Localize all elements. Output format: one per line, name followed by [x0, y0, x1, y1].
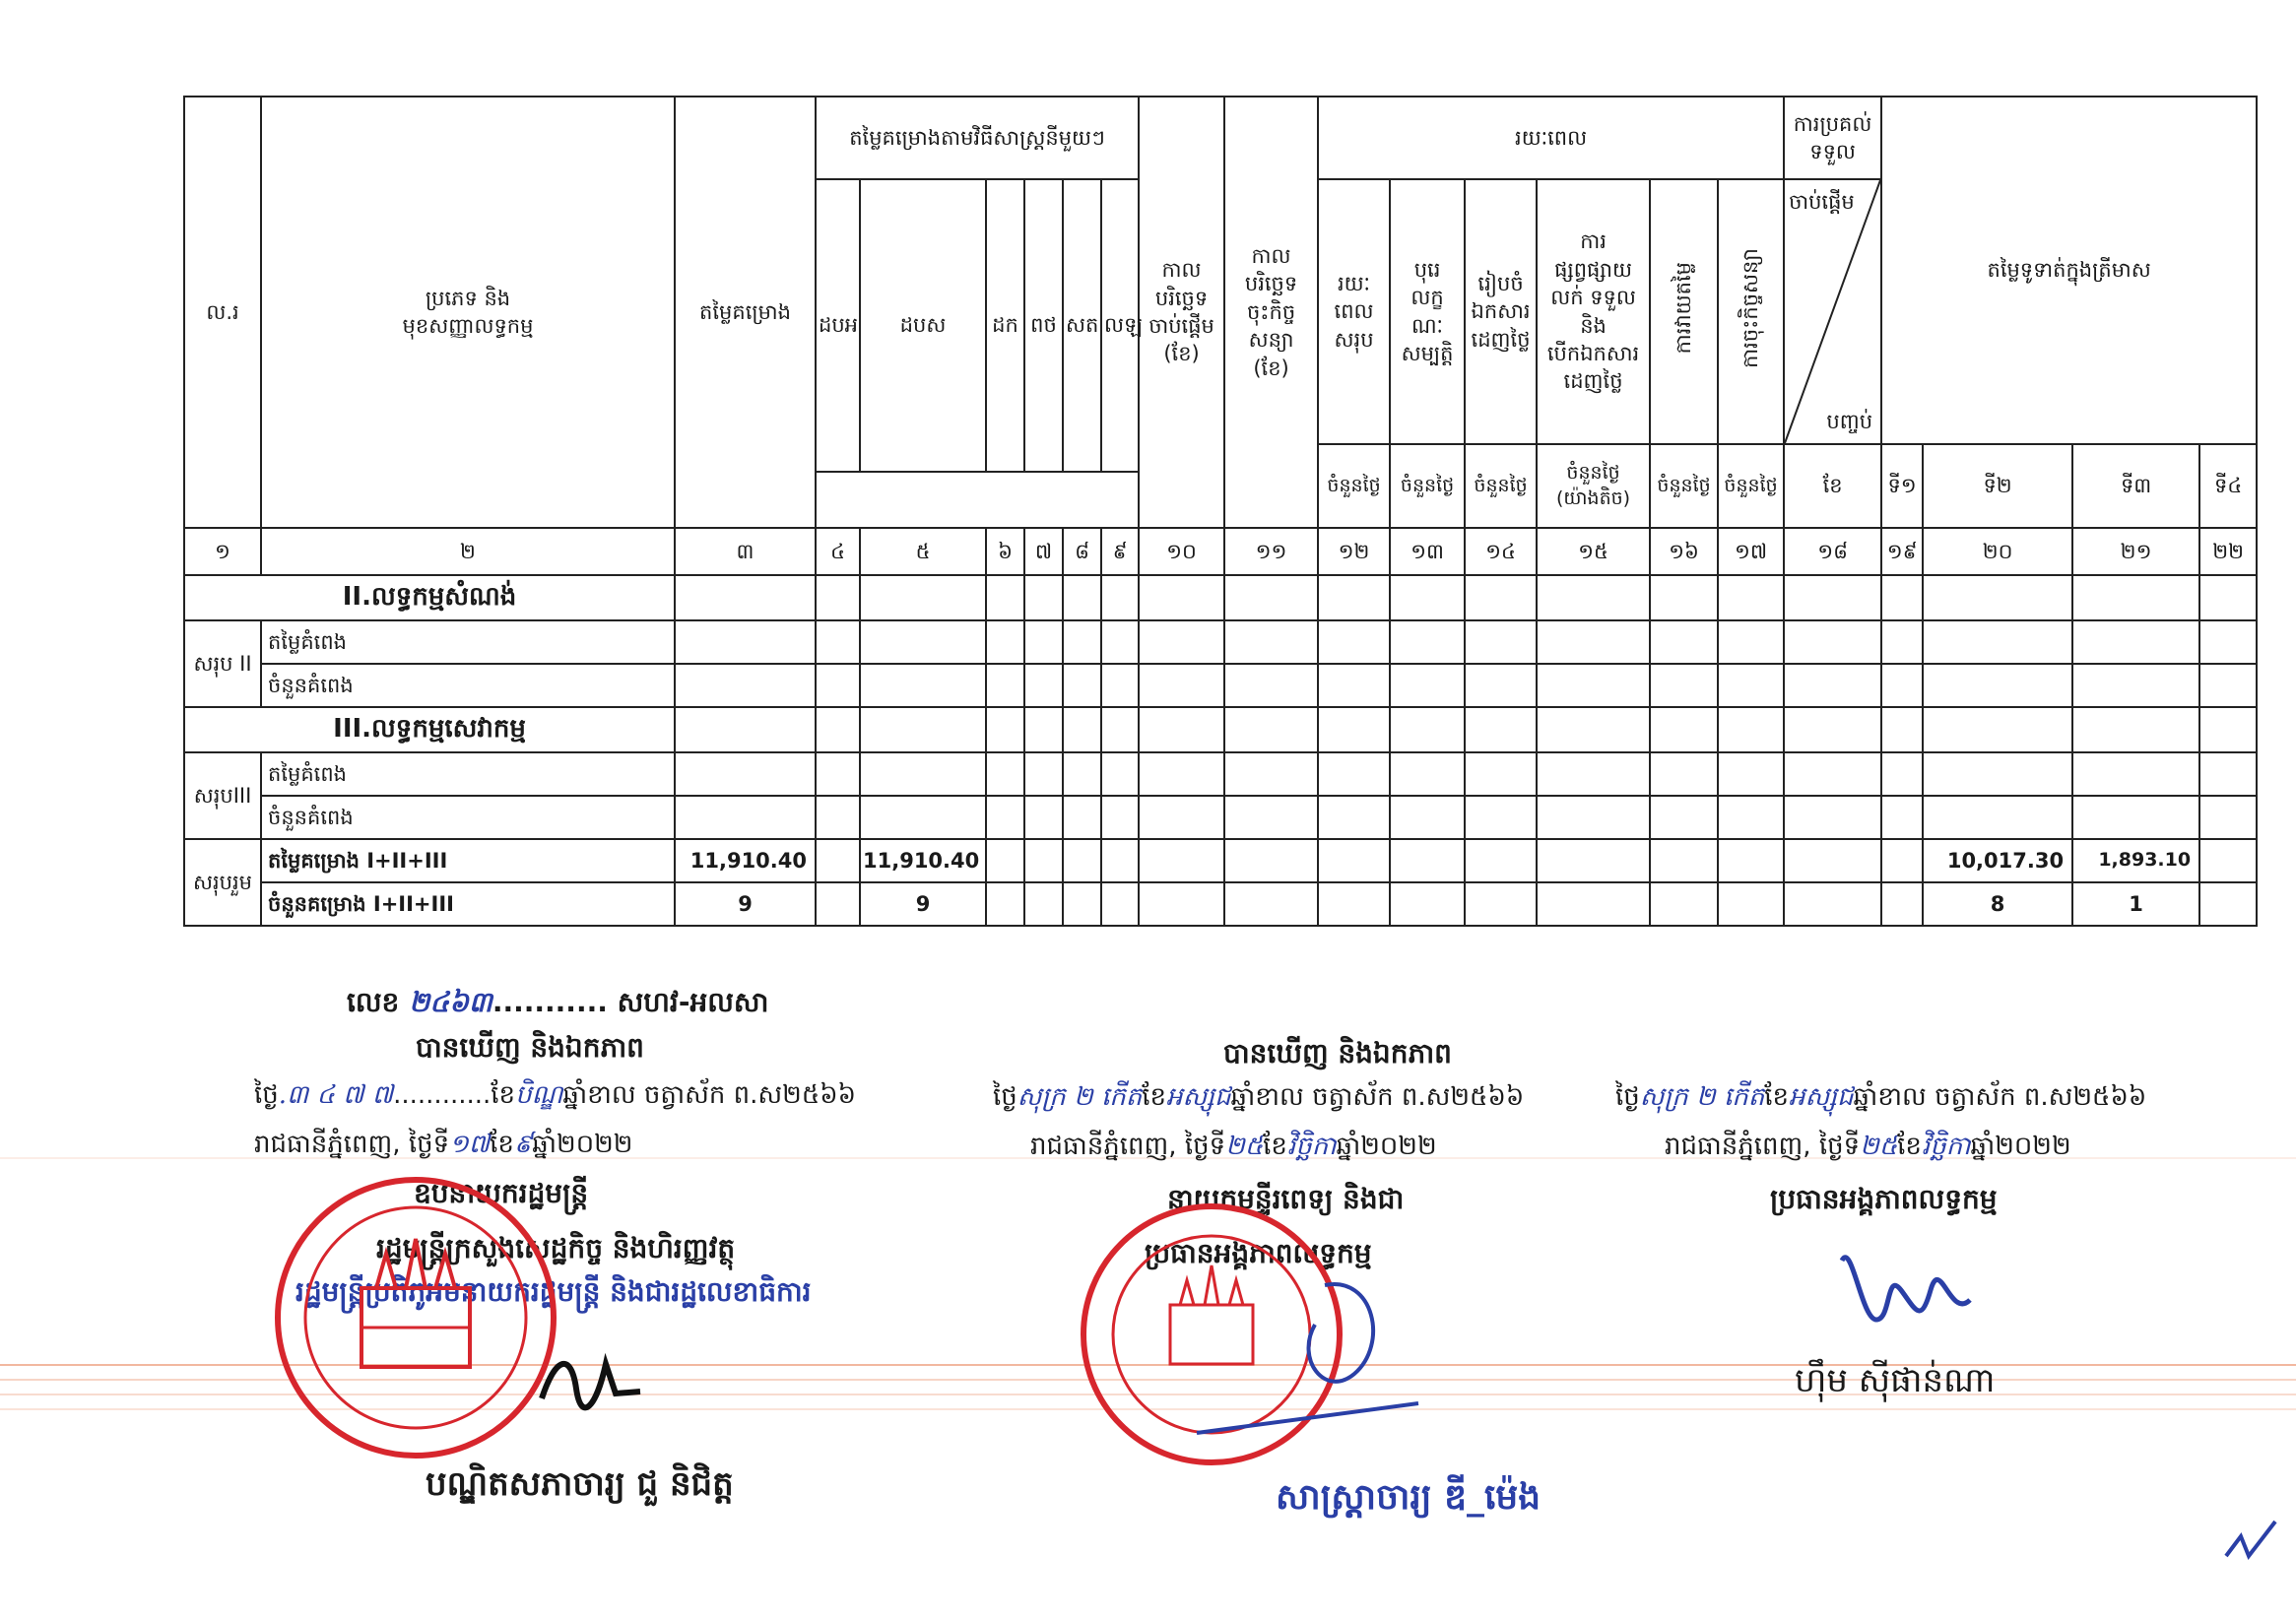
dur-publish-l5: បើកឯកសារ [1546, 341, 1640, 365]
start-period-l4: (ខែ) [1163, 342, 1200, 366]
grand-count-value: 9 [675, 882, 816, 926]
left-rank: ឧបនាយករដ្ឋមន្ត្រី [414, 1177, 589, 1209]
left-lunar-date [254, 1078, 856, 1116]
col-num: ៧ [1024, 528, 1063, 575]
lunar-suffix: ឆ្នាំខាល ចត្វាស័ក ព.ស២៥៦៦ [1853, 1082, 2147, 1112]
header-m-dk: ដក [986, 179, 1024, 472]
days-min-l2: (យ៉ាងតិច) [1555, 486, 1631, 509]
lunar-suffix: ឆ្នាំខាល ចត្វាស័ក ព.ស២៥៦៦ [1230, 1082, 1525, 1112]
col-num: ១៣ [1390, 528, 1465, 575]
col-num: ១៩ [1881, 528, 1923, 575]
col-num: ១២ [1318, 528, 1390, 575]
col-num: ១៧ [1718, 528, 1784, 575]
table-row [184, 620, 2257, 664]
dur-publish-l6: ដេញថ្លៃ [1563, 369, 1623, 394]
header-dur-eval [1650, 179, 1718, 444]
middle-rank: នាយកមន្ទីរពេទ្យ និងជា [1167, 1183, 1405, 1215]
lunar-month: អស្សុជ [1789, 1082, 1854, 1112]
right-lunar-date [1615, 1080, 2146, 1118]
date-mid: ខែ [1897, 1132, 1922, 1161]
section-title-construction: II.លទ្ធកម្មសំណង់ [184, 575, 675, 620]
table-row [184, 839, 2257, 882]
header-delivery-split [1784, 179, 1881, 444]
date-month: វិច្ឆិកា [1921, 1132, 1971, 1161]
header-no: ល.រ [184, 97, 261, 528]
lunar-prefix: ថ្ងៃ [993, 1082, 1017, 1112]
col-num: ៩ [1101, 528, 1139, 575]
header-delivery: ការប្រគល់ទទួល [1784, 97, 1881, 179]
dur-prepare-l2: ឯកសារ [1471, 299, 1531, 324]
dur-quality-l2: លក្ខ [1410, 286, 1444, 310]
contract-period-l3: ចុះកិច្ច [1246, 299, 1296, 324]
table-row [184, 796, 2257, 839]
lunar-dots: ............ [393, 1080, 492, 1110]
col-num: ២ [261, 528, 675, 575]
contract-period-l2: បរិច្ឆេទ [1244, 272, 1298, 296]
dur-prepare-l3: ដេញថ្លៃ [1471, 327, 1531, 352]
table-row [184, 882, 2257, 926]
right-date [1665, 1130, 2071, 1167]
procurement-plan-table [183, 96, 2258, 927]
lunar-suffix: ឆ្នាំខាល ចត្វាស័ក ព.ស២៥៦៦ [562, 1080, 857, 1110]
lunar-mid: ខែ [1142, 1082, 1167, 1112]
lunar-month: អស្សុជ [1166, 1082, 1231, 1112]
grand-price-dbps: 11,910.40 [860, 839, 986, 882]
header-m-pd: ពថ [1024, 179, 1063, 472]
col-num: ១៤ [1465, 528, 1537, 575]
col-num: ១៦ [1650, 528, 1718, 575]
contract-period-l4: សន្យា [1248, 328, 1294, 353]
col-num: ៤ [816, 528, 860, 575]
subtotal-label: សរុបIII [184, 752, 261, 839]
section-row [184, 575, 2257, 620]
right-name: ហ៊ឹម ស៊ីផាន់ណា [1795, 1361, 1996, 1400]
count-q2: 8 [1923, 882, 2072, 926]
days-quality: ចំនួនថ្ងៃ [1390, 444, 1465, 528]
delivery-end-label: បញ្ចប់ [1826, 409, 1873, 433]
middle-seen-approved: បានឃើញ និងឯកភាព [1223, 1037, 1452, 1070]
header-start-period [1139, 97, 1224, 528]
header-dur-publish [1537, 179, 1650, 444]
middle-date [1030, 1130, 1437, 1167]
days-publish [1537, 444, 1650, 528]
ref-suffix: សហវ-អលសា [617, 986, 769, 1018]
date-prefix: រាជធានីភ្នំពេញ, ថ្ងៃទី [254, 1130, 450, 1159]
left-date [254, 1128, 632, 1165]
days-sign: ចំនួនថ្ងៃ [1718, 444, 1784, 528]
header-est-price: តម្លៃគម្រោង [675, 97, 816, 528]
middle-title: ប្រធានអង្គភាពលទ្ធកម្ម [1145, 1237, 1372, 1269]
ref-number: ២៤៦៣ [409, 986, 492, 1018]
header-q4: ទី៤ [2199, 444, 2257, 528]
contract-period-l5: (ខែ) [1253, 356, 1289, 380]
dur-quality-l3: ណៈ [1411, 313, 1444, 338]
col-num: ២១ [2072, 528, 2199, 575]
row-label: ចំនួនគំពេង [261, 664, 675, 707]
header-q1: ទី១ [1881, 444, 1923, 528]
table-row [184, 752, 2257, 796]
header-dur-quality [1390, 179, 1465, 444]
lunar-mid: ខែ [491, 1080, 516, 1110]
section-title-services: III.លទ្ធកម្មសេវាកម្ម [184, 707, 675, 752]
grand-price-value: 11,910.40 [675, 839, 816, 882]
header-quarterly: តម្លៃទូទាត់ក្នុងត្រីមាស [1881, 97, 2257, 444]
header-by-method: តម្លៃគម្រោងតាមវិធីសាស្ត្រនីមួយៗ [816, 97, 1139, 179]
col-num: ២២ [2199, 528, 2257, 575]
middle-signature-mark [1177, 1265, 1433, 1453]
date-suffix: ឆ្នាំ២០២២ [1970, 1132, 2071, 1161]
grand-price-label: តម្លៃគម្រោង I+II+III [261, 839, 675, 882]
left-title2: រដ្ឋមន្ត្រីប្រតិភូអមនាយករដ្ឋមន្ត្រី និងជារដ្ឋលេខាធិការ [295, 1275, 812, 1308]
date-prefix: រាជធានីភ្នំពេញ, ថ្ងៃទី [1030, 1132, 1226, 1161]
col-num: ១ [184, 528, 261, 575]
date-month: ៩ [513, 1130, 533, 1159]
method-blank [816, 472, 1139, 528]
header-dur-prepare [1465, 179, 1537, 444]
row-label: ចំនួនគំពេង [261, 796, 675, 839]
lunar-hand: សុក្រ ២ កើត [1017, 1082, 1143, 1112]
grand-total-label: សរុបរួម [184, 839, 261, 926]
left-signature-mark [537, 1344, 645, 1413]
lunar-prefix: ថ្ងៃ [1615, 1082, 1640, 1112]
dur-sign-text: ការចុះកិច្ចសន្យា [1738, 247, 1763, 368]
date-day: ២៥ [1225, 1132, 1264, 1161]
grand-count-label: ចំនួនគម្រោង I+II+III [261, 882, 675, 926]
lunar-hand: សុក្រ ២ កើត [1639, 1082, 1765, 1112]
lunar-prefix: ថ្ងៃ [254, 1080, 279, 1110]
row-label: តម្លៃគំពេង [261, 752, 675, 796]
col-num: ១៨ [1784, 528, 1881, 575]
delivery-start-label: ចាប់ផ្ដើម [1789, 190, 1855, 214]
header-contract-period [1224, 97, 1318, 528]
header-q3: ទី៣ [2072, 444, 2199, 528]
left-title1: រដ្ឋមន្ត្រីក្រសួងសេដ្ឋកិច្ច និងហិរញ្ញវត្ថុ [376, 1232, 736, 1264]
header-m-st: សត [1063, 179, 1101, 472]
col-num: ៦ [986, 528, 1024, 575]
grand-q2: 10,017.30 [1923, 839, 2072, 882]
lunar-mid: ខែ [1764, 1082, 1790, 1112]
days-min-l1: ចំនួនថ្ងៃ [1566, 461, 1620, 484]
days-total: ចំនួនថ្ងៃ [1318, 444, 1390, 528]
right-title: ប្រធានអង្គភាពលទ្ធកម្ម [1770, 1183, 1998, 1215]
dur-publish-l3: លក់ ទទួល [1550, 286, 1636, 310]
header-dur-total [1318, 179, 1390, 444]
date-day: ១៧ [449, 1130, 491, 1159]
ref-dots: ........... [492, 986, 608, 1018]
col-num: ៨ [1063, 528, 1101, 575]
start-period-l3: ចាប់ផ្ដើម [1148, 314, 1214, 338]
date-day: ២៥ [1860, 1132, 1898, 1161]
col-num: ១៥ [1537, 528, 1650, 575]
left-seen-approved: បានឃើញ និងឯកភាព [416, 1031, 644, 1064]
col-num: ២០ [1923, 528, 2072, 575]
header-type [261, 97, 675, 528]
check-mark [2221, 1517, 2280, 1566]
start-period-l1: កាល [1161, 258, 1202, 283]
dur-quality-l1: បុរេ [1413, 257, 1441, 282]
header-m-dbaa: ដបអ [816, 179, 860, 472]
grand-count-dbps: 9 [860, 882, 986, 926]
dur-publish-l1: ការ [1580, 229, 1607, 254]
delivery-month: ខែ [1784, 444, 1881, 528]
date-mid: ខែ [1263, 1132, 1287, 1161]
col-num: ៣ [675, 528, 816, 575]
date-mid: ខែ [490, 1130, 514, 1159]
header-q2: ទី២ [1923, 444, 2072, 528]
header-m-ly: លឡ [1101, 179, 1139, 472]
header-dur-sign [1718, 179, 1784, 444]
left-stamp-seal [268, 1170, 563, 1465]
middle-lunar-date [993, 1080, 1524, 1118]
date-suffix: ឆ្នាំ២០២២ [532, 1130, 633, 1159]
dur-eval-text: ការវាយតម្លៃ [1672, 262, 1696, 355]
right-signature-mark [1832, 1231, 1980, 1339]
col-num: ១១ [1224, 528, 1318, 575]
col-num: ៥ [860, 528, 986, 575]
count-q3: 1 [2072, 882, 2199, 926]
header-type-line1: ប្រភេទ និង [425, 286, 511, 310]
section-row [184, 707, 2257, 752]
start-period-l2: បរិច្ឆេទ [1154, 286, 1209, 310]
column-number-row [184, 528, 2257, 575]
header-m-dbps: ដបស [860, 179, 986, 472]
col-num: ១០ [1139, 528, 1224, 575]
lunar-hand: .៣ ៤ ៧ ៧ [278, 1080, 394, 1110]
header-duration: រយៈពេល [1318, 97, 1784, 179]
lunar-month: បិណ្ឌ [515, 1080, 563, 1110]
middle-name: សាស្ត្រាចារ្យ ឌី_ម៉េង [1276, 1477, 1542, 1518]
left-name: បណ្ឌិតសភាចារ្យ ជួ និជិត្ត [426, 1464, 734, 1504]
diagonal-line [1785, 180, 1880, 443]
dur-quality-l4: សម្បត្តិ [1401, 341, 1454, 365]
ref-label: លេខ [347, 986, 400, 1018]
left-reference [347, 985, 768, 1025]
header-type-line2: មុខសញ្ញាលទ្ធកម្ម [402, 314, 534, 338]
days-prepare: ចំនួនថ្ងៃ [1465, 444, 1537, 528]
dur-total-l1: រយៈ [1338, 271, 1371, 295]
dur-publish-l2: ផ្សព្វផ្សាយ [1554, 257, 1632, 282]
dur-total-l2: ពេល [1334, 299, 1374, 324]
date-suffix: ឆ្នាំ២០២២ [1336, 1132, 1437, 1161]
grand-q3: 1,893.10 [2072, 839, 2199, 882]
dur-total-l3: សរុប [1334, 327, 1374, 352]
dur-prepare-l1: រៀបចំ [1477, 271, 1524, 295]
dur-publish-l4: និង [1580, 313, 1607, 338]
subtotal-label: សរុប II [184, 620, 261, 707]
days-eval: ចំនួនថ្ងៃ [1650, 444, 1718, 528]
table-row [184, 664, 2257, 707]
date-month: វិច្ឆិកា [1286, 1132, 1337, 1161]
date-prefix: រាជធានីភ្នំពេញ, ថ្ងៃទី [1665, 1132, 1861, 1161]
contract-period-l1: កាល [1251, 244, 1291, 269]
row-label: តម្លៃគំពេង [261, 620, 675, 664]
